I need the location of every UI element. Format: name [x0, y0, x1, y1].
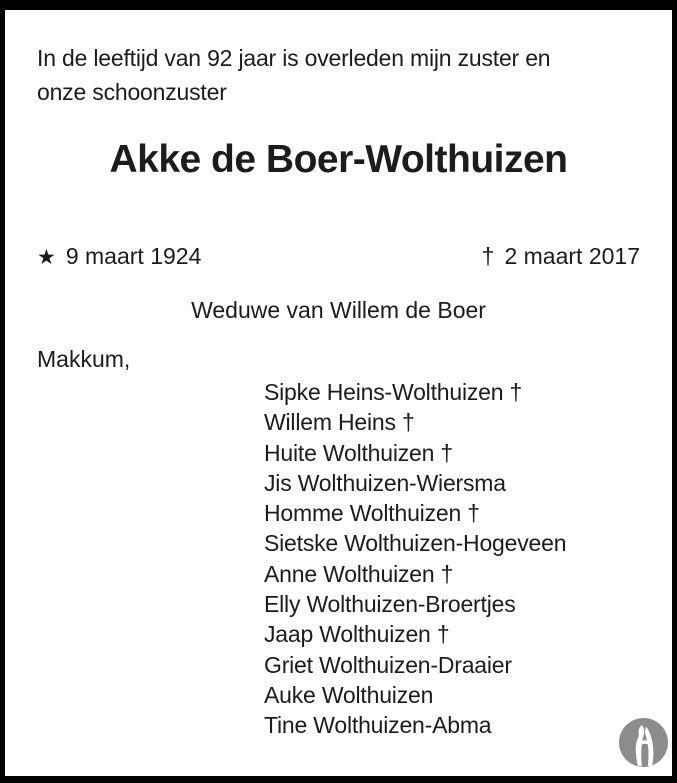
family-name-item: Sietske Wolthuizen-Hogeveen [264, 530, 567, 557]
family-name-item: Griet Wolthuizen-Draaier [264, 651, 512, 678]
death-cross-icon: † [481, 243, 495, 269]
family-name-item: Willem Heins † [264, 409, 415, 436]
intro-text [37, 41, 640, 109]
family-names-list [264, 377, 640, 741]
memorial-logo [619, 718, 668, 767]
family-name-item: Elly Wolthuizen-Broertjes [264, 591, 516, 618]
family-name-item: Homme Wolthuizen † [264, 500, 480, 527]
relation-line: Weduwe van Willem de Boer [191, 297, 486, 323]
birth-star-icon: ★ [37, 246, 56, 269]
intro-line: onze schoonzuster [37, 79, 227, 105]
birth-date [37, 243, 201, 271]
family-name-item: Tine Wolthuizen-Abma [264, 712, 492, 739]
dates-row [37, 243, 640, 271]
death-date-text: 2 maart 2017 [504, 243, 640, 269]
family-name-item: Auke Wolthuizen [264, 681, 434, 708]
family-name-item: Anne Wolthuizen † [264, 560, 454, 587]
birth-date-text: 9 maart 1924 [65, 243, 202, 269]
family-name-item: Jaap Wolthuizen † [264, 621, 450, 648]
notice-content [5, 41, 672, 741]
deceased-name: Akke de Boer-Wolthuizen [109, 138, 568, 181]
family-name-item: Huite Wolthuizen † [264, 439, 454, 466]
place-line: Makkum, [37, 346, 131, 372]
family-name-item: Jis Wolthuizen-Wiersma [264, 469, 506, 496]
family-name-item: Sipke Heins-Wolthuizen † [264, 379, 523, 405]
embracing-figures-icon [619, 718, 668, 767]
death-date [482, 243, 640, 271]
intro-line: In de leeftijd van 92 jaar is overleden mijn zuster en [37, 45, 551, 71]
